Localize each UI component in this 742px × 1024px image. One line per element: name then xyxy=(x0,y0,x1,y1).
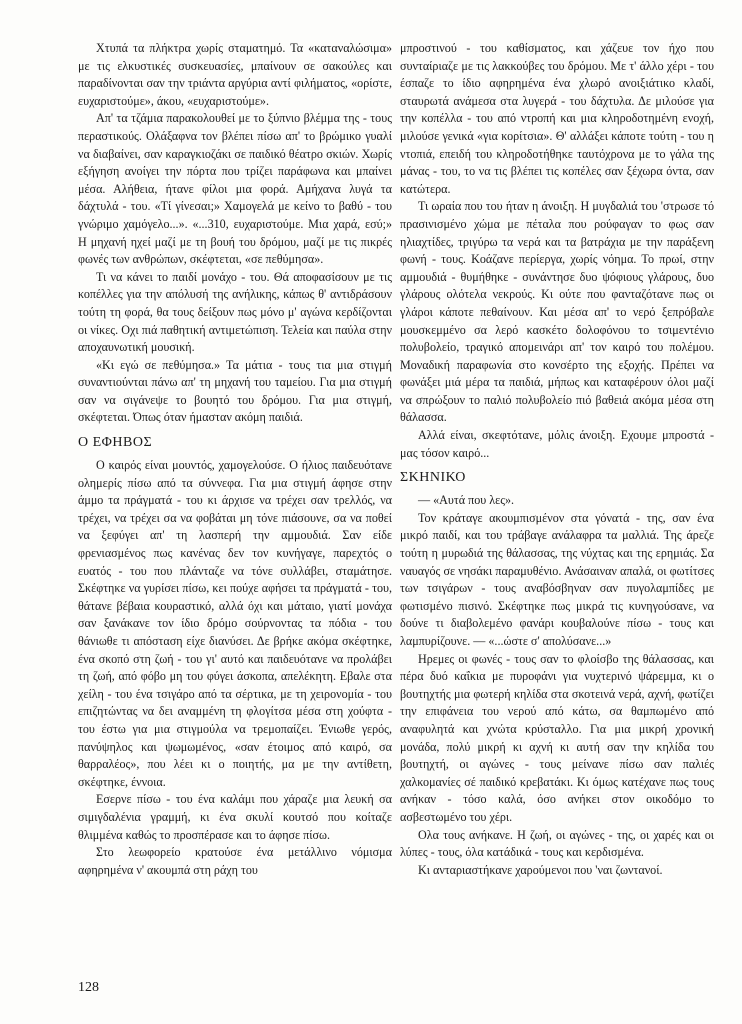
section-heading: Ο ΕΦΗΒΟΣ xyxy=(78,435,153,451)
paragraph: Απ' τα τζάμια παρακολουθεί με το ξύπνιο βλέμμα της - τους περαστικούς. Ολάξαφνα τον βλέπει πίσω απ' το βρώμικο γυαλί να διαβαίνει, σαν καραγκιοζάκι σε παιδικό θέατρο σκιών. Χωρίς εξήγηση ανοίγει την πόρτα που τρίζει παράφωνα και μπαίνει μέσα. Αλήθεια, ήτανε φίλοι μια φορά. Αμήχανα λυγά τα δάχτυλά - του. «Τί γίνεσαι;» Χαμογελά με κείνο το βαθύ - του γνώριμο χαμόγελο...». «...310, ευχαριστούμε. Μια χαρά, εσύ;» Η μηχανή ηχεί μαζί με τη βουή του δρόμου, μαζί με τις πικρές φωνές των ανθρώπων, σκέφτεται, «σε πεθύμησα». xyxy=(78,111,392,267)
section-heading: ΣΚΗΝΙΚΟ xyxy=(400,470,466,486)
paragraph: Κι ανταριαστήκανε χαρούμενοι που 'ναι ζωντανοί. xyxy=(418,862,663,877)
left-column xyxy=(78,40,392,879)
paragraph: Εσερνε πίσω - του ένα καλάμι που χάραζε μια λευκή σα σιμιγδαλένια γραμμή, κι ένα σκυλί κουτσό που κοίταζε θλιμμένα καθώς το προσπέρασε και το άφησε πίσω. xyxy=(78,792,392,842)
right-column xyxy=(400,40,714,879)
paragraph: Χτυπά τα πλήκτρα χωρίς σταματημό. Τα «καταναλώσιμα» με τις ελκυστικές συσκευασίες, μπαίνουν σε σακούλες και παραδίνονται σαν την τριάντα αργύρια αντί φιλήματος, «ορίστε, ευχαριστούμε», άκου, «ευχαριστούμε». xyxy=(78,41,392,108)
paragraph: Τον κράταγε ακουμπισμένον στα γόνατά - της, σαν ένα μικρό παιδί, και του τράβαγε ανάλαφρα τα μαλλιά. Της άρεζε τούτη η μυρωδιά της θάλασσας, της νύχτας και της ερημιάς. Σα ναυαγός σε νησάκι παραμυθένιο. Ανάσαιναν απαλά, οι φωτίτσες των τσιγάρων - τους αναβόσβηναν σαν πυγολαμπίδες με φωτισμένο πισινό. Σκέφτηκε πως μικρά τις κυνηγούσανε, να δούνε τι διαβολεμένο φανάρι κουβαλούνε πίσω - τους και λαμπυρίζουνε. — «...ώστε σ' απολύσανε...» xyxy=(400,510,714,648)
paragraph: «Κι εγώ σε πεθύμησα.» Τα μάτια - τους τια μια στιγμή συναντιούνται πάνω απ' τη μηχανή του ταμείου. Για μια στιγμή σαν να σιγάνεψε το βουητό του δρόμου. Για μια στιγμή, σκέφτεται. Όπως όταν ήμασταν ακόμη παιδιά. xyxy=(78,357,392,425)
paragraph: Στο λεωφορείο κρατούσε ένα μετάλλινο νόμισμα αφηρημένα ν' ακουμπά στη ράχη του xyxy=(78,845,392,877)
paragraph: Αλλά είναι, σκεφτότανε, μόλις άνοιξη. Εχουμε μπροστά - μας τόσον καιρό... xyxy=(400,428,714,460)
paragraph: Ολα τους ανήκανε. Η ζωή, οι αγώνες - της, οι χαρές και οι λύπες - τους, όλα κατάδικά - τους και κερδισμένα. xyxy=(400,827,714,860)
paragraph: μπροστινού - του καθίσματος, και χάζευε τον ήχο που συνταίριαζε με τις λακκούβες του δρόμου. Με τ' άλλο χέρι - του έσπαζε το ίδιο αφηρημένα ένα χλωρό ανοιξιάτικο κλαδί, σταυρωτά ανάμεσα στα λυγερά - του δάχτυλα. Δε μιλούσε για την κοπέλλα - του από ντροπή και μια κληροδοτημένη ενοχή, μιλούσε γενικά «για κορίτσια». Θ' αλλάξει κάποτε τούτη - του η ντοπιά, επειδή του κληροδοτήθηκε ταυτόχρονα με το γάλα της μάνας - του, το να τις βλέπει τις κοπέλες σαν ξέχωρα όντα, σαν κατώτερα. xyxy=(400,41,714,196)
paragraph: Ηρεμες οι φωνές - τους σαν το φλοίσβο της θάλασσας, και πέρα δυό καΐκια με πυροφάνι για νυχτερινό ψάρεμμα, κι ο βουτηχτής μια φωτερή κηλίδα στα σκοτεινά νερά, αχνή, φωτίζει την επιφάνεια του νερού από κάτω, σα θαμπωμένο από αναφυλητά και χνώτα κρύσταλλο. Για μια μικρή χρονική μονάδα, πολύ μικρή κι αχνή κι αυτή σαν την κηλίδα του βουτηχτή, οι αγώνες - τους μείνανε πίσω σαν παλιές χαλκομανίες σέ παιδικό κρεβατάκι. Κι όμως κατέχανε πως τους ανήκαν - τόσο καλά, όσο ανήκει στον οικοδόμο το ασβεστωμένο του χέρι. xyxy=(400,651,714,824)
paragraph: Τι να κάνει το παιδί μονάχο - του. Θά αποφασίσουν με τις κοπέλλες για την απόλυσή της ανήλικης, κάπως θ' αντιδράσουν τούτη τη φορά, θα τους δείξουν πως μόνο μ' αγώνα κερδίζονται οι νίκες. Οχι πιά παθητική αντιμετώπιση. Τελεία και παύλα στην αποχαυνωτική μουσική. xyxy=(78,269,392,355)
paragraph: Ο καιρός είναι μουντός, χαμογελούσε. Ο ήλιος παιδευότανε ολημερίς πίσω από τα σύννεφα. Για μια στιγμή άφησε στην άμμο τα πράγματά - του κι άρχισε να τρέχει σαν τρελλός, να τρέχει, να τρέχει σα να φοβάται μη τόνε πιάσουνε, σα να ποθεί να ξεφύγει απ' τη λασπερή την αμμουδιά. Σαν είδε φρενιασμένος πως κανένας δεν τον κυνήγαγε, παρεχτός ο ευατός - του που πλάνταζε να τόνε συλλάβει, σταμάτησε. Σκέφτηκε να γυρίσει πίσω, κει πούχε αφήσει τα πράγματά - του, θάτανε βέβαια κουραστικό, αλλά όχι και μάταιο, γιατί μονάχα σαν ξανάκανε τον ίδιο δρόμο σούρνοντας τα πόδια - του θάνιωθε τι απόσταση είχε διανύσει. Δε βρήκε ακόμα σκέφτηκε, ένα σκοπό στη ζωή - του γι' αυτό και παιδευότανε να προλάβει τη ζωή, από φόβο μη του φύγει άσκοπα, απελέκητη. Εβαλε στα χείλη - του ένα τσιγάρο από τα σέρτικα, με τη χειρονομία - του επιζητώντας να δει αναμμένη τη φλογίτσα μέσα στη χούφτα - του έστω για μια στιγμούλα να τρεμοπαίζει. Ένιωθε γερός, πανύψηλος και ψωμωμένος, «σαν έτοιμος από καιρό, σα θαρραλέος», που λέει κι ο ποιητής, μα με την αντίθετη, σκέφτηκε, έννοια. xyxy=(78,458,392,789)
paragraph: Τι ωραία που του ήταν η άνοιξη. Η μυγδαλιά του 'στρωσε τό πρασινισμένο χώμα με πέταλα που ρούφαγαν το φως σαν ηλιαχτίδες, τριγύρω τα νερά και τα βατράχια με την παράξενη φωνή - τους. Κοάζανε περίεργα, χωρίς νόημα. Το πρωί, στην αμμουδιά - θυμήθηκε - συνάντησε δυο ψόφιους γλάρους, δυο γλάρους ολότελα νεκρούς. Κι ούτε που φανταζότανε πως οι γλάροι κάποτε πεθαίνουν. Και μέσα απ' το νερό ξεπρόβαλε μουσκεμμένο σα λερό κασκέτο δολοφόνου το τσιμεντένιο πολυβολείο, τραγικό απομεινάρι απ' τον καιρό του πολέμου. Μοναδική παραφωνία στο κονσέρτο της εξοχής. Πρέπει να φωνάξει μιά μέρα τα παιδιά, μήπως και καταφέρουν όλοι μαζί να σπρώξουν το παλιό πολυβολείο πιό βαθειά ακόμα μέσα στη θάλασσα. xyxy=(400,199,714,425)
page-number: 128 xyxy=(78,980,99,995)
paragraph: — «Αυτά που λες». xyxy=(418,493,515,508)
